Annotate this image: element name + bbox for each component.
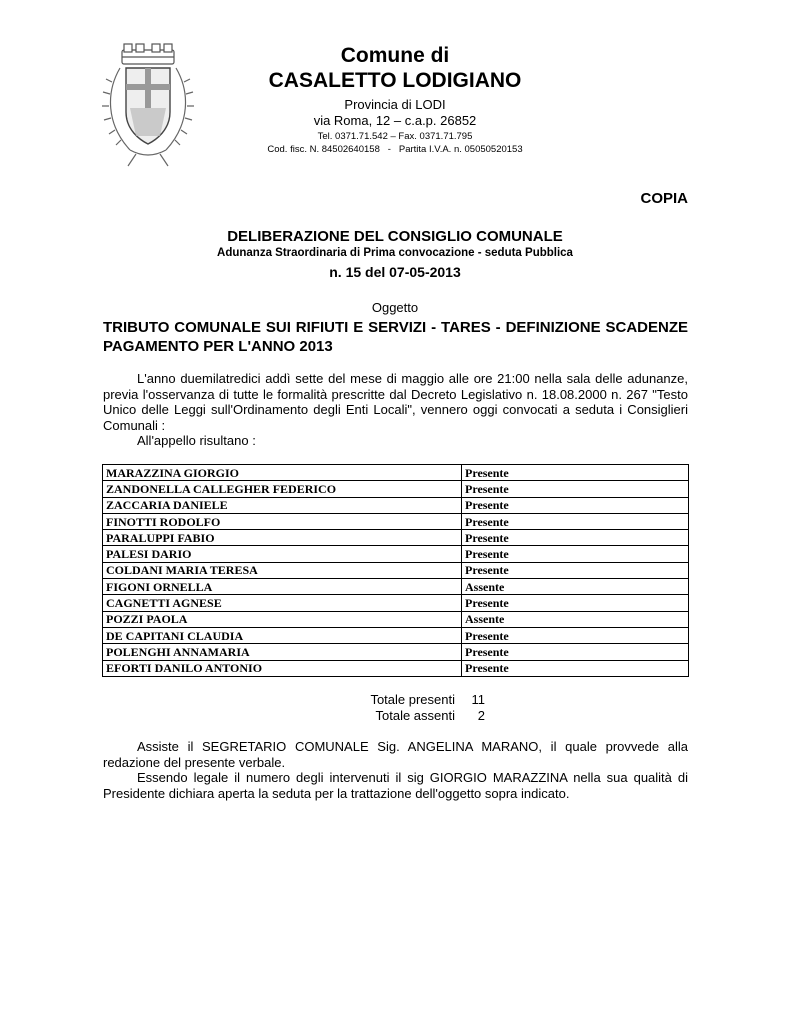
roll-call-table xyxy=(102,464,689,677)
president-paragraph: Essendo legale il numero degli intervenuti il sig GIORGIO MARAZZINA nella sua qualità di Presidente dichiara aperta la seduta per la trattazione dell'oggetto sopra indicato. xyxy=(103,770,688,801)
table-row xyxy=(103,546,689,562)
attendance-status: Presente xyxy=(462,530,689,546)
total-absent-row xyxy=(340,708,485,724)
subject-text: TRIBUTO COMUNALE SUI RIFIUTI E SERVIZI - TARES - DEFINIZIONE SCADENZE PAGAMENTO PER L'ANNO 2013 xyxy=(103,319,688,355)
secretary-paragraph: Assiste il SEGRETARIO COMUNALE Sig. ANGELINA MARANO, il quale provvede alla redazione del presente verbale. xyxy=(103,739,688,770)
preamble xyxy=(103,371,688,449)
roll-call-intro: All'appello risultano : xyxy=(137,433,256,448)
table-row xyxy=(103,481,689,497)
table-row xyxy=(103,644,689,660)
attendance-status: Assente xyxy=(462,611,689,627)
attendance-status: Presente xyxy=(462,513,689,529)
councillor-name: CAGNETTI AGNESE xyxy=(103,595,462,611)
total-present-row xyxy=(340,692,485,708)
table-row xyxy=(103,530,689,546)
total-absent-label: Totale assenti xyxy=(375,708,455,723)
attendance-status: Presente xyxy=(462,627,689,643)
councillor-name: COLDANI MARIA TERESA xyxy=(103,562,462,578)
deliberation-title: DELIBERAZIONE DEL CONSIGLIO COMUNALE xyxy=(227,228,563,245)
table-row xyxy=(103,611,689,627)
attendance-status: Presente xyxy=(462,562,689,578)
table-row xyxy=(103,465,689,481)
total-absent-value: 2 xyxy=(477,708,485,723)
total-present-label: Totale presenti xyxy=(370,692,455,707)
fiscal-code: Cod. fisc. N. 84502640158 - Partita I.V.A. n. 05050520153 xyxy=(267,144,523,155)
councillor-name: ZANDONELLA CALLEGHER FEDERICO xyxy=(103,481,462,497)
attendance-status: Assente xyxy=(462,579,689,595)
table-row xyxy=(103,497,689,513)
municipality-name: CASALETTO LODIGIANO xyxy=(268,69,522,92)
councillor-name: MARAZZINA GIORGIO xyxy=(103,465,462,481)
attendance-status: Presente xyxy=(462,546,689,562)
deliberation-subtitle: Adunanza Straordinaria di Prima convocazione - seduta Pubblica xyxy=(217,247,573,259)
preamble-paragraph: L'anno duemilatredici addì sette del mese di maggio alle ore 21:00 nella sala delle adunanze, previa l'osservanza di tutte le formalità prescritte dal Decreto Legislativo n. 18.08.2000 n. 267 "Testo Unico delle Leggi sull'Ordinamento degli Enti Locali", vennero oggi convocati a seduta i Consiglieri Comunali : xyxy=(103,371,688,433)
attendance-status: Presente xyxy=(462,497,689,513)
attendance-status: Presente xyxy=(462,595,689,611)
conclusion xyxy=(103,739,688,801)
attendance-status: Presente xyxy=(462,660,689,676)
totals xyxy=(340,692,485,724)
deliberation-number: n. 15 del 07-05-2013 xyxy=(329,264,461,280)
councillor-name: EFORTI DANILO ANTONIO xyxy=(103,660,462,676)
councillor-name: POLENGHI ANNAMARIA xyxy=(103,644,462,660)
table-row xyxy=(103,595,689,611)
copy-label: COPIA xyxy=(640,190,688,207)
attendance-status: Presente xyxy=(462,644,689,660)
province: Provincia di LODI xyxy=(344,97,446,112)
attendance-status: Presente xyxy=(462,481,689,497)
municipality-header xyxy=(220,44,570,156)
address: via Roma, 12 – c.a.p. 26852 xyxy=(313,113,477,128)
header-comune: Comune di xyxy=(340,44,450,67)
deliberation-heading xyxy=(100,228,690,282)
coat-of-arms-icon xyxy=(100,42,196,170)
table-row xyxy=(103,562,689,578)
attendance-status: Presente xyxy=(462,465,689,481)
councillor-name: PALESI DARIO xyxy=(103,546,462,562)
table-row xyxy=(103,579,689,595)
councillor-name: ZACCARIA DANIELE xyxy=(103,497,462,513)
councillor-name: FIGONI ORNELLA xyxy=(103,579,462,595)
phone-fax: Tel. 0371.71.542 – Fax. 0371.71.795 xyxy=(317,131,473,142)
table-row xyxy=(103,627,689,643)
councillor-name: FINOTTI RODOLFO xyxy=(103,513,462,529)
subject-label: Oggetto xyxy=(371,300,419,315)
table-row xyxy=(103,513,689,529)
councillor-name: POZZI PAOLA xyxy=(103,611,462,627)
councillor-name: DE CAPITANI CLAUDIA xyxy=(103,627,462,643)
councillor-name: PARALUPPI FABIO xyxy=(103,530,462,546)
total-present-value: 11 xyxy=(471,692,485,707)
table-row xyxy=(103,660,689,676)
